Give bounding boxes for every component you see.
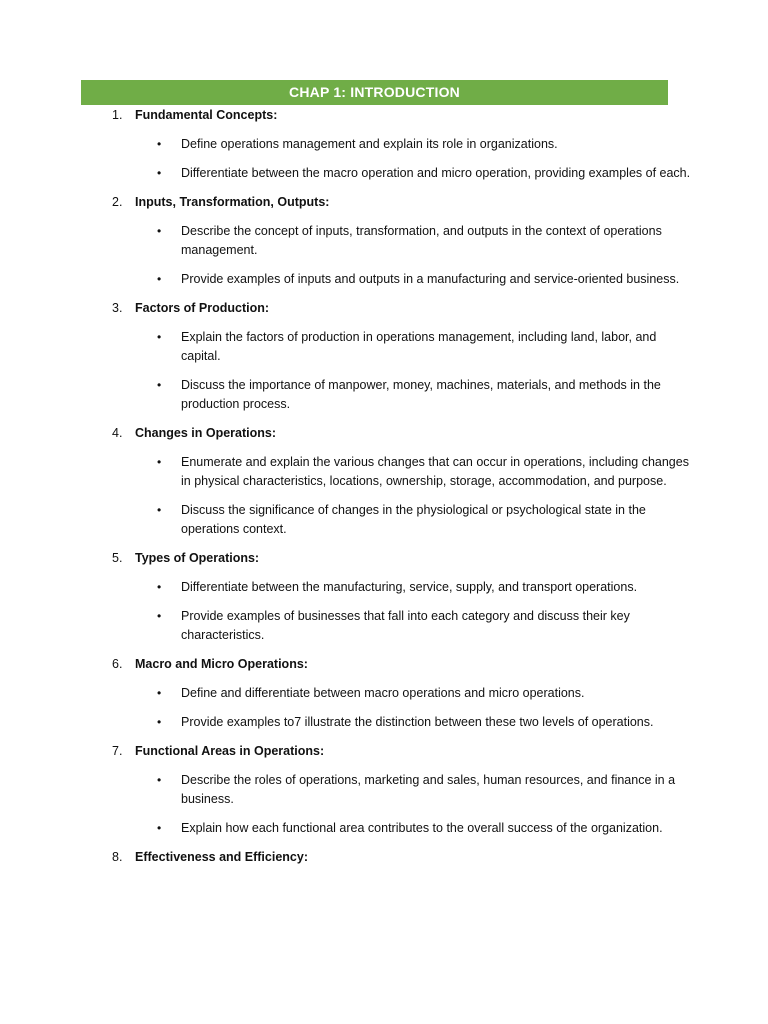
bullet-item [112,713,692,732]
outline-section-1 [112,106,692,183]
section-title: Effectiveness and Efficiency: [135,850,308,864]
section-heading [112,106,692,125]
bullet-item [112,607,692,645]
bullet-dot-icon: • [157,686,162,700]
bullet-text: Provide examples of businesses that fall into each category and discuss their key characteristics. [181,609,630,642]
section-heading [112,424,692,443]
outline-section-4 [112,424,692,539]
bullet-dot-icon: • [157,821,162,835]
section-number: 8. [112,850,123,864]
section-title: Changes in Operations: [135,426,276,440]
bullet-item [112,222,692,260]
section-number: 7. [112,744,123,758]
outline-section-2 [112,193,692,289]
bullet-dot-icon: • [157,137,162,151]
bullet-dot-icon: • [157,455,162,469]
section-title: Functional Areas in Operations: [135,744,325,758]
bullet-item [112,164,692,183]
bullet-dot-icon: • [157,378,162,392]
section-heading [112,299,692,318]
bullet-text: Enumerate and explain the various changes that can occur in operations, including changes in physical characteristics, locations, ownership, storage, accommodation, and purpose. [181,455,689,488]
bullet-dot-icon: • [157,166,162,180]
section-heading [112,193,692,212]
section-heading [112,848,692,867]
bullet-item [112,819,692,838]
bullet-text: Discuss the significance of changes in the physiological or psychological state in the operations context. [181,503,646,536]
bullet-item [112,135,692,154]
section-number: 3. [112,301,123,315]
bullet-text: Define operations management and explain its role in organizations. [181,137,558,151]
bullet-dot-icon: • [157,609,162,623]
bullet-text: Describe the roles of operations, marketing and sales, human resources, and finance in a business. [181,773,676,806]
section-heading [112,549,692,568]
bullet-text: Provide examples to7 illustrate the distinction between these two levels of operations. [181,715,654,729]
section-bullet-list [112,328,692,414]
bullet-item [112,376,692,414]
bullet-dot-icon: • [157,330,162,344]
bullet-text: Provide examples of inputs and outputs in a manufacturing and service-oriented business. [181,272,680,286]
bullet-dot-icon: • [157,503,162,517]
outline-section-7 [112,742,692,838]
bullet-item [112,771,692,809]
bullet-dot-icon: • [157,580,162,594]
bullet-item [112,453,692,491]
section-number: 1. [112,108,123,122]
outline-section-3 [112,299,692,414]
section-title: Types of Operations: [135,551,260,565]
bullet-text: Define and differentiate between macro operations and micro operations. [181,686,585,700]
bullet-dot-icon: • [157,272,162,286]
section-bullet-list [112,684,692,732]
bullet-item [112,684,692,703]
bullet-dot-icon: • [157,224,162,238]
section-bullet-list [112,453,692,539]
section-number: 2. [112,195,123,209]
outline-section-8 [112,848,692,867]
section-title: Inputs, Transformation, Outputs: [135,195,330,209]
section-heading [112,742,692,761]
section-title: Macro and Micro Operations: [135,657,308,671]
section-bullet-list [112,135,692,183]
bullet-text: Discuss the importance of manpower, money, machines, materials, and methods in the production process. [181,378,661,411]
bullet-item [112,501,692,539]
bullet-item [112,270,692,289]
section-bullet-list [112,771,692,838]
bullet-item [112,328,692,366]
bullet-dot-icon: • [157,715,162,729]
section-bullet-list [112,222,692,289]
bullet-dot-icon: • [157,773,162,787]
section-bullet-list [112,578,692,645]
chapter-outline [112,106,692,867]
bullet-text: Explain the factors of production in operations management, including land, labor, and capital. [181,330,657,363]
bullet-text: Explain how each functional area contributes to the overall success of the organization. [181,821,663,835]
bullet-text: Differentiate between the macro operation and micro operation, providing examples of each. [181,166,691,180]
section-title: Fundamental Concepts: [135,108,278,122]
outline-section-5 [112,549,692,645]
bullet-item [112,578,692,597]
bullet-text: Differentiate between the manufacturing, service, supply, and transport operations. [181,580,638,594]
section-number: 6. [112,657,123,671]
bullet-text: Describe the concept of inputs, transformation, and outputs in the context of operations management. [181,224,662,257]
section-heading [112,655,692,674]
outline-section-6 [112,655,692,732]
section-title: Factors of Production: [135,301,270,315]
section-number: 5. [112,551,123,565]
chapter-title-banner: CHAP 1: INTRODUCTION [81,80,668,105]
section-number: 4. [112,426,123,440]
